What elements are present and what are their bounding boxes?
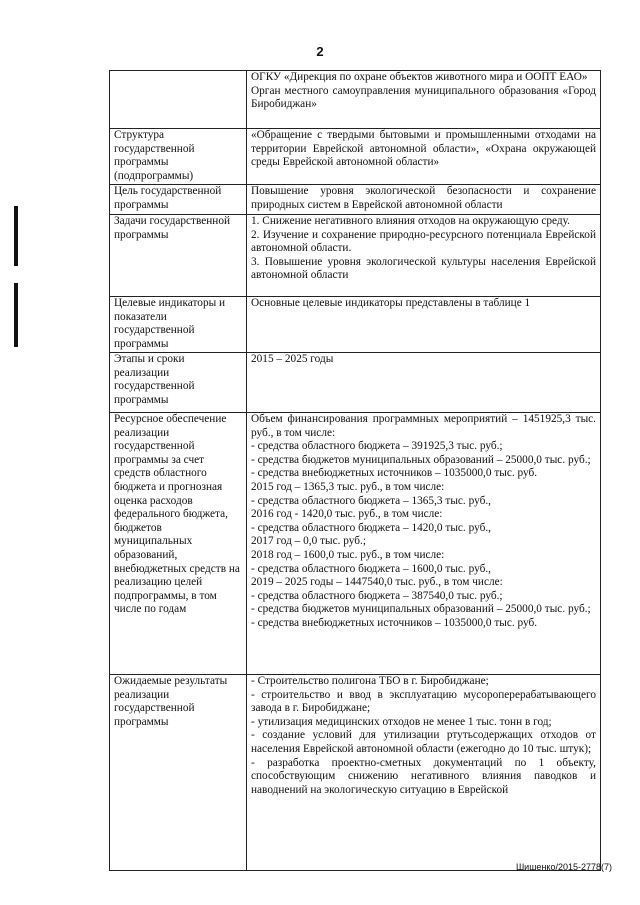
value-line: - утилизация медицинских отходов не менее 1 тыс. тонн в год; [251, 715, 552, 728]
value-line: 2016 год - 1420,0 тыс. руб., в том числе: [251, 508, 443, 521]
value-line: Основные целевые индикаторы представлены в таблице 1 [251, 297, 531, 309]
table-row [110, 353, 601, 413]
value-line: - средства бюджетов муниципальных образований – 25000,0 тыс. руб.; [251, 603, 591, 616]
value-line: - средства бюджетов муниципальных образований – 25000,0 тыс. руб.; [251, 453, 591, 466]
row-value [247, 413, 601, 675]
table-row [110, 413, 601, 675]
row-value [247, 353, 601, 413]
row-label: Ожидаемые результаты реализации государственной программы [110, 675, 247, 871]
row-value [247, 185, 601, 215]
value-line: - средства областного бюджета – 387540,0 тыс. руб.; [251, 589, 503, 602]
value-line: - средства областного бюджета – 1420,0 тыс. руб., [251, 521, 491, 534]
value-line: - средства областного бюджета – 1365,3 тыс. руб., [251, 494, 491, 507]
value-line: - Строительство полигона ТБО в г. Биробиджане; [251, 675, 489, 687]
row-value [247, 675, 601, 871]
margin-bar-mark [14, 283, 18, 347]
value-line: - средства областного бюджета – 1600,0 тыс. руб., [251, 562, 491, 575]
value-line: 2015 – 2025 годы [251, 353, 334, 365]
row-value [247, 71, 601, 129]
value-line: - создание условий для утилизации ртутьсодержащих отходов от населения Еврейской автономной области (ежегодно до 10 тыс. штук); [251, 729, 596, 755]
row-label: Цель государственной программы [110, 185, 247, 215]
row-label [110, 71, 247, 129]
value-line: - средства внебюджетных источников – 1035000,0 тыс. руб. [251, 467, 538, 480]
row-label: Ресурсное обеспечение реализации государственной программы за счет средств областного бюджета и прогнозная оценка расходов федерального бюджета, бюджетов муниципальных образований, внебюджетных средств на реализацию целей подпрограммы, в том числе по годам [110, 413, 247, 675]
value-line: Повышение уровня экологической безопасности и сохранение природных систем в Еврейской автономной области [251, 185, 596, 211]
table-row [110, 129, 601, 185]
table-row [110, 297, 601, 353]
row-label: Этапы и сроки реализации государственной программы [110, 353, 247, 413]
value-line: - строительство и ввод в эксплуатацию мусороперерабатывающего завода в г. Биробиджане; [251, 688, 596, 715]
table-row [110, 185, 601, 215]
value-line: - разработка проектно-сметных документаций по 1 объекту, способствующим снижению негативного влияния паводков и наводнений на экологическую ситуацию в Еврейской [251, 756, 596, 796]
row-label: Задачи государственной программы [110, 215, 247, 297]
value-line: Объем финансирования программных мероприятий – 1451925,3 тыс. руб., в том числе: [251, 413, 596, 439]
program-passport-body [110, 71, 601, 871]
row-label: Целевые индикаторы и показатели государственной программы [110, 297, 247, 353]
value-line: - средства внебюджетных источников – 1035000,0 тыс. руб. [251, 616, 538, 629]
value-line: 2015 год – 1365,3 тыс. руб., в том числе: [251, 480, 445, 493]
table-row [110, 215, 601, 297]
row-label: Структура государственной программы (подпрограммы) [110, 129, 247, 185]
row-value [247, 297, 601, 353]
program-passport-table [109, 70, 601, 871]
value-line: 2019 – 2025 годы – 1447540,0 тыс. руб., в том числе: [251, 576, 503, 589]
value-line: Орган местного самоуправления муниципального образования «Город Биробиджан» [251, 84, 596, 111]
value-line: ОГКУ «Дирекция по охране объектов животного мира и ООПТ ЕАО» [251, 71, 588, 83]
value-line: 3. Повышение уровня экологической культуры населения Еврейской автономной области [251, 255, 596, 282]
page-number: 2 [316, 44, 324, 59]
value-line: 2018 год – 1600,0 тыс. руб., в том числе: [251, 548, 445, 561]
row-value [247, 129, 601, 185]
value-line: - средства областного бюджета – 391925,3 тыс. руб.; [251, 440, 503, 453]
value-line: 2017 год – 0,0 тыс. руб.; [251, 535, 366, 548]
value-line: 2. Изучение и сохранение природно-ресурсного потенциала Еврейской автономной области. [251, 228, 596, 255]
value-line: 1. Снижение негативного влияния отходов на окружающую среду. [251, 215, 570, 227]
value-line: «Обращение с твердыми бытовыми и промышленными отходами на территории Еврейской автономной области», «Охрана окружающей среды Еврейской автономной области» [251, 129, 596, 169]
table-row [110, 71, 601, 129]
table-row [110, 675, 601, 871]
footer-code: Шишенко/2015-2778(7) [515, 862, 612, 872]
row-value [247, 215, 601, 297]
margin-bar-mark [14, 206, 18, 266]
